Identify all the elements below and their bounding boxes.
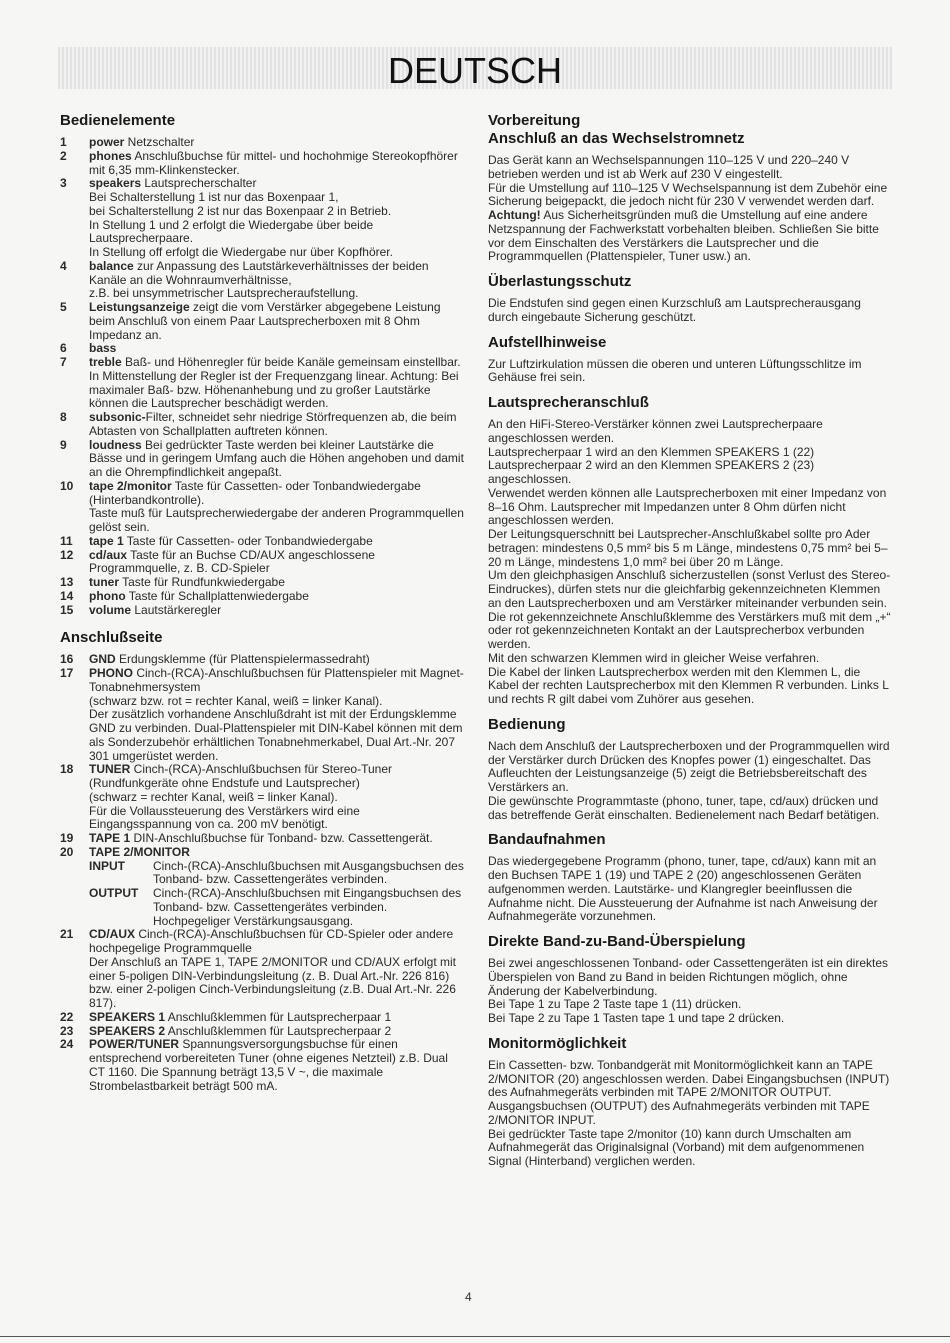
list-item-18 (60, 763, 465, 832)
item-label: GND (89, 652, 116, 667)
item-number: 6 (60, 341, 67, 356)
list-item-15 (60, 604, 465, 618)
item-number: 7 (60, 355, 67, 369)
item-text: Anschlußklemmen für Lautsprecherpaar 2 (165, 1023, 392, 1038)
item-text: Cinch-(RCA)-Anschlußbuchsen für Plattenspieler mit Magnet-Tonabnehmersystem (schwarz bzw. rot = rechter Kanal, weiß = linker Kanal). Der zusätzlich vorhandene Anschlußdraht ist mit der Erdungsklemme GND zu verbinden. Dual-Plattenspieler mit DIN-Kabel können mit dem als Sonderzubehör erhältlichen Tonabnehmerkabel, Dual Art.-Nr. 207 301 umgerüstet werden. (89, 666, 464, 763)
item-label: SPEAKERS 1 (89, 1009, 166, 1024)
list-item-5 (60, 301, 465, 342)
paragraph-monitor: Ein Cassetten- bzw. Tonbandgerät mit Monitormöglichkeit kann an TAPE 2/MONITOR (20) angeschlossen werden. Dabei Eingangsbuchsen (INPUT) des Aufnahmegeräts verbinden mit TAPE 2/MONITOR OUTPUT. Ausgangsbuchsen (OUTPUT) des Aufnahmegeräts verbinden mit TAPE 2/MONITOR INPUT. Bei gedrückter Taste tape 2/monitor (10) kann durch Umschalten am Aufnahmegerät das Originalsignal (Vorband) mit dem aufgenommenen Signal (Hinterband) verglichen werden. (488, 1057, 890, 1168)
item-text: zeigt die vom Verstärker abgegebene Leistung beim Anschluß von einem Paar Lautsprecherboxen mit 8 Ohm Impedanz an. (89, 300, 441, 342)
item-label: TUNER (89, 762, 131, 777)
list-item-17 (60, 667, 465, 763)
item-label: tape 2/monitor (89, 478, 172, 493)
item-number: 8 (60, 410, 67, 424)
paragraph-bedienung: Nach dem Anschluß der Lautsprecherboxen und der Programmquellen wird der Verstärker durch Drücken des Knopfes power (1) eingeschaltet. Das Aufleuchten der Leistungsanzeige (5) zeigt die Betriebsbereitschaft des Verstärkers an. Die gewünschte Programmtaste (phono, tuner, tape, cd/aux) drücken und das betreffende Gerät einschalten. Bedienelement nach Bedarf betätigen. (488, 738, 890, 822)
bottom-divider (0, 1336, 950, 1337)
list-item-4 (60, 260, 465, 301)
item-label: volume (89, 602, 132, 617)
item-number: 19 (60, 831, 74, 845)
item-text: Lautstärkeregler (131, 602, 222, 617)
item-number: 15 (60, 602, 74, 617)
paragraph-band: Das wiedergegebene Programm (phono, tuner, tape, cd/aux) kann mit an den Buchsen TAPE 1 (19) und TAPE 2 (20) angeschlossenen Geräten aufgenommen werden. Lautstärke- und Klangregler beeinflussen die Aufnahme nicht. Die Aussteuerung der Aufnahme ist nach Anweisung der Aufnahmegeräte vorzunehmen. (488, 854, 878, 924)
item-text: Lautsprecherschalter Bei Schalterstellung 1 ist nur das Boxenpaar 1, bei Schalterstellung 2 ist nur das Boxenpaar 2 in Betrieb. In Stellung 1 und 2 erfolgt die Wiedergabe über beide Lautsprecherpaare. In Stellung off erfolgt die Wiedergabe nur über Kopfhörer. (89, 176, 393, 259)
item-label: phones (89, 148, 132, 163)
item-text: Taste für an Buchse CD/AUX angeschlossene Programmquelle, z. B. CD-Spieler (89, 547, 375, 576)
item-label: bass (89, 341, 117, 356)
item-text: Cinch-(RCA)-Anschlußbuchsen für CD-Spieler oder andere hochpegelige Programmquelle Der Anschluß an TAPE 1, TAPE 2/MONITOR und CD/AUX erfolgt mit einer 5-poligen DIN-Verbindungsleitung (z. B. Dual Art.-Nr. 226 816) bzw. einer 2-poligen Cinch-Verbindungsleitung (z.B. Dual Art.-Nr. 226 817). (89, 927, 457, 1010)
list-item-7 (60, 356, 465, 411)
item-label: speakers (89, 176, 142, 191)
paragraph-aufstell: Zur Luftzirkulation müssen die oberen und unteren Lüftungsschlitze im Gehäuse frei sein. (488, 356, 862, 385)
item-number: 16 (60, 652, 74, 667)
item-number: 9 (60, 437, 67, 452)
item-text: Spannungsversorgungsbuchse für einen entsprechend vorbereiteten Tuner (ohne eigenes Netzteil) z.B. Dual CT 1160. Die Spannung beträgt 13,5 V ~, die maximale Strombelastbarkeit beträgt 500 mA. (89, 1037, 448, 1093)
paragraph-direkt: Bei zwei angeschlossenen Tonband- oder Cassettengeräten ist ein direktes Überspielen von Band zu Band in beiden Richtungen möglich, ohne Änderung der Kabelverbindung. Bei Tape 1 zu Tape 2 Taste tape 1 (11) drücken. Bei Tape 2 zu Tape 1 Tasten tape 1 und tape 2 drücken. (488, 956, 889, 1025)
item-label: cd/aux (89, 547, 128, 562)
item-label: balance (89, 258, 134, 273)
section-heading-anschlussseite: Anschlußseite (60, 629, 163, 647)
output-row: OUTPUT Cinch-(RCA)-Anschlußbuchsen mit Eingangsbuchsen des Tonband- bzw. Cassettengerätes verbinden. Hochpegeliger Verstärkungsausgang. (89, 886, 462, 928)
item-label: SPEAKERS 2 (89, 1023, 166, 1038)
item-text: Erdungsklemme (für Plattenspielermassedraht) (115, 652, 370, 667)
item-number: 2 (60, 148, 67, 163)
item-label: TAPE 1 (89, 831, 131, 845)
list-item-21 (60, 928, 465, 1011)
section-heading-ueberlastungsschutz: Überlastungsschutz (488, 273, 632, 290)
list-item-11 (60, 535, 465, 549)
list-item-8 (60, 411, 465, 439)
title-banner (58, 47, 892, 89)
list-item-13 (60, 576, 465, 590)
section-heading-lautsprecheranschluss: Lautsprecheranschluß (488, 394, 649, 411)
list-item-3 (60, 177, 465, 260)
item-number: 12 (60, 547, 74, 562)
section-subheading-netz: Anschluß an das Wechselstromnetz (488, 130, 745, 147)
item-text: Taste für Cassetten- oder Tonbandwiedergabe (123, 533, 373, 548)
list-item-23 (60, 1025, 465, 1039)
item-number: 22 (60, 1009, 74, 1024)
list-item-22 (60, 1011, 465, 1025)
item-number: 4 (60, 258, 67, 273)
list-item-16 (60, 653, 465, 667)
list-item-19 (60, 832, 465, 846)
item-number: 3 (60, 176, 67, 191)
item-label: CD/AUX (89, 927, 136, 942)
item-number: 18 (60, 762, 74, 777)
page-title: DEUTSCH (387, 50, 562, 91)
item-number: 10 (60, 478, 74, 493)
item-text: Taste für Schallplattenwiedergabe (125, 588, 309, 603)
anschlussseite-list-cont (60, 928, 465, 1093)
list-item-9 (60, 439, 465, 480)
list-item-14 (60, 590, 465, 604)
item-number: 23 (60, 1023, 74, 1038)
paragraph-netz: Das Gerät kann an Wechselspannungen 110–125 V und 220–240 V betrieben werden und ist ab Werk auf 230 V eingestellt. Für die Umstellung auf 110–125 V Wechselspannung ist dem Zubehör eine Sicherung beigepackt, die jedoch nicht für 230 V verwendet werden darf. (488, 153, 888, 209)
section-heading-monitormoeglichkeit: Monitormöglichkeit (488, 1034, 627, 1052)
item-text: Bei gedrückter Taste werden bei kleiner Lautstärke die Bässe und in geringem Umfang auch die Höhen angehoben und damit an die Ohrempfindlichkeit angepaßt. (89, 437, 464, 479)
item-text: zur Anpassung des Lautstärkeverhältnisses der beiden Kanäle an die Wohnraumverhältnisse, z.B. bei unsymmetrischer Lautsprecheraufstellung. (89, 258, 429, 301)
item-text: DIN-Anschlußbuchse für Tonband- bzw. Cassettengerät. (130, 831, 433, 845)
list-item-6 (60, 342, 465, 356)
list-item-20-detail (60, 860, 465, 929)
input-row: INPUT Cinch-(RCA)-Anschlußbuchsen mit Ausgangsbuchsen des Tonband- bzw. Cassettengerätes verbinden. (89, 858, 464, 887)
item-text: Netzschalter (124, 135, 195, 149)
item-text: Cinch-(RCA)-Anschlußbuchsen für Stereo-Tuner (Rundfunkgeräte ohne Endstufe und Lautsprecher) (schwarz = rechter Kanal, weiß = linker Kanal). Für die Vollaussteuerung des Verstärkers wird eine Eingangsspannung von ca. 200 mV benötigt. (89, 762, 392, 832)
section-heading-vorbereitung: Vorbereitung (488, 112, 581, 129)
list-item-20 (60, 846, 465, 860)
item-label: power (89, 135, 125, 149)
item-text: Anschlußklemmen für Lautsprecherpaar 1 (165, 1009, 392, 1024)
item-text: Filter, schneidet sehr niedrige Störfrequenzen ab, die beim Abtasten von Schallplatten auftreten können. (89, 410, 457, 438)
item-text: Anschlußbuchse für mittel- und hochohmige Stereokopfhörer mit 6,35 mm-Klinkenstecker. (89, 148, 458, 177)
item-text: Baß- und Höhenregler für beide Kanäle gemeinsam einstellbar. In Mittenstellung der Regler ist der Frequenzgang linear. Achtung: Bei maximaler Baß- bzw. Höhenanhebung und zu großer Lautstärke können die Lautsprecher beschädigt werden. (89, 355, 461, 411)
item-label: loudness (89, 437, 142, 452)
list-item-24 (60, 1038, 465, 1093)
list-item-10 (60, 480, 465, 535)
item-label: subsonic- (89, 410, 146, 424)
item-number: 14 (60, 588, 74, 603)
item-number: 17 (60, 666, 74, 680)
item-label: Leistungsanzeige (89, 300, 190, 314)
section-heading-direkte-ueberspielung: Direkte Band-zu-Band-Überspielung (488, 933, 746, 950)
item-number: 13 (60, 575, 74, 589)
bedienelemente-list (60, 136, 465, 617)
paragraph-achtung: Achtung! Aus Sicherheitsgründen muß die Umstellung auf eine andere Netzspannung der Fachwerkstatt vorbehalten bleiben. Schließen Sie bitte vor dem Einschalten des Verstärkers die Lautsprecher und die Programmquellen (Plattenspieler, Tuner usw.) an. (488, 208, 879, 264)
item-number: 11 (60, 533, 73, 548)
list-item-12 (60, 549, 465, 577)
item-label: PHONO (89, 666, 134, 680)
page-number: 4 (465, 1290, 472, 1304)
left-column (60, 112, 465, 1093)
item-text: Taste für Cassetten- oder Tonbandwiedergabe (Hinterbandkontrolle). Taste muß für Lautsprecherwiedergabe der anderen Programmquellen gelöst sein. (89, 478, 464, 534)
paragraph-ueberlast: Die Endstufen sind gegen einen Kurzschluß am Lautsprecherausgang durch eingebaute Sicherung geschützt. (488, 296, 861, 324)
item-number: 20 (60, 844, 74, 859)
anschlussseite-list (60, 653, 465, 859)
paragraph-lautsprecher: An den HiFi-Stereo-Verstärker können zwei Lautsprecherpaare angeschlossen werden. Lautsprecherpaar 1 wird an den Klemmen SPEAKERS 1 (22) Lautsprecherpaar 2 wird an den Klemmen SPEAKERS 2 (23) angeschlossen. Verwendet werden können alle Lautsprecherboxen mit einer Impedanz von 8–16 Ohm. Lautsprecher mit Impedanzen unter 8 Ohm dürfen nicht angeschlossen werden. Der Leitungsquerschnitt bei Lautsprecher-Anschlußkabel sollte pro Ader betragen: mindestens 0,5 mm² bis 5 m Länge, mindestens 0,75 mm² bei 5–20 m Länge, mindestens 1,0 mm² bei über 20 m Länge. Um den gleichphasigen Anschluß sicherzustellen (sonst Verlust des Stereo-Eindruckes), dürfen stets nur die gleichfarbig gekennzeichneten Klemmen an den Lautsprecherboxen und am Verstärker miteinander verbunden sein. Die rot gekennzeichnete Anschlußklemme des Verstärkers muß mit dem „+“ oder rot gekennzeichneten Kontakt an der Lautsprecherbox verbunden werden. Mit den schwarzen Klemmen wird in gleicher Weise verfahren. Die Kabel der linken Lautsprecherbox werden mit den Klemmen L, die Kabel der rechten Lautsprecherbox mit den Klemmen R verbunden. Links L und rechts R gilt dabei vom Zuhörer aus gesehen. (488, 417, 891, 706)
item-label: TAPE 2/MONITOR (89, 844, 190, 859)
item-number: 21 (60, 927, 74, 942)
section-heading-bedienelemente: Bedienelemente (60, 112, 176, 129)
item-label: POWER/TUNER (89, 1037, 179, 1052)
item-number: 24 (60, 1037, 74, 1052)
item-label: treble (89, 355, 122, 369)
item-label: tuner (89, 575, 119, 589)
right-column (488, 112, 893, 1169)
section-heading-bedienung: Bedienung (488, 715, 566, 733)
item-number: 1 (60, 135, 67, 149)
item-text: Taste für Rundfunkwiedergabe (119, 575, 285, 589)
section-heading-bandaufnahmen: Bandaufnahmen (488, 831, 606, 849)
item-number: 5 (60, 300, 67, 314)
list-item-1 (60, 136, 465, 150)
section-heading-aufstellhinweise: Aufstellhinweise (488, 333, 607, 351)
item-label: phono (89, 588, 126, 603)
list-item-2 (60, 150, 465, 178)
item-label: tape 1 (89, 533, 124, 548)
